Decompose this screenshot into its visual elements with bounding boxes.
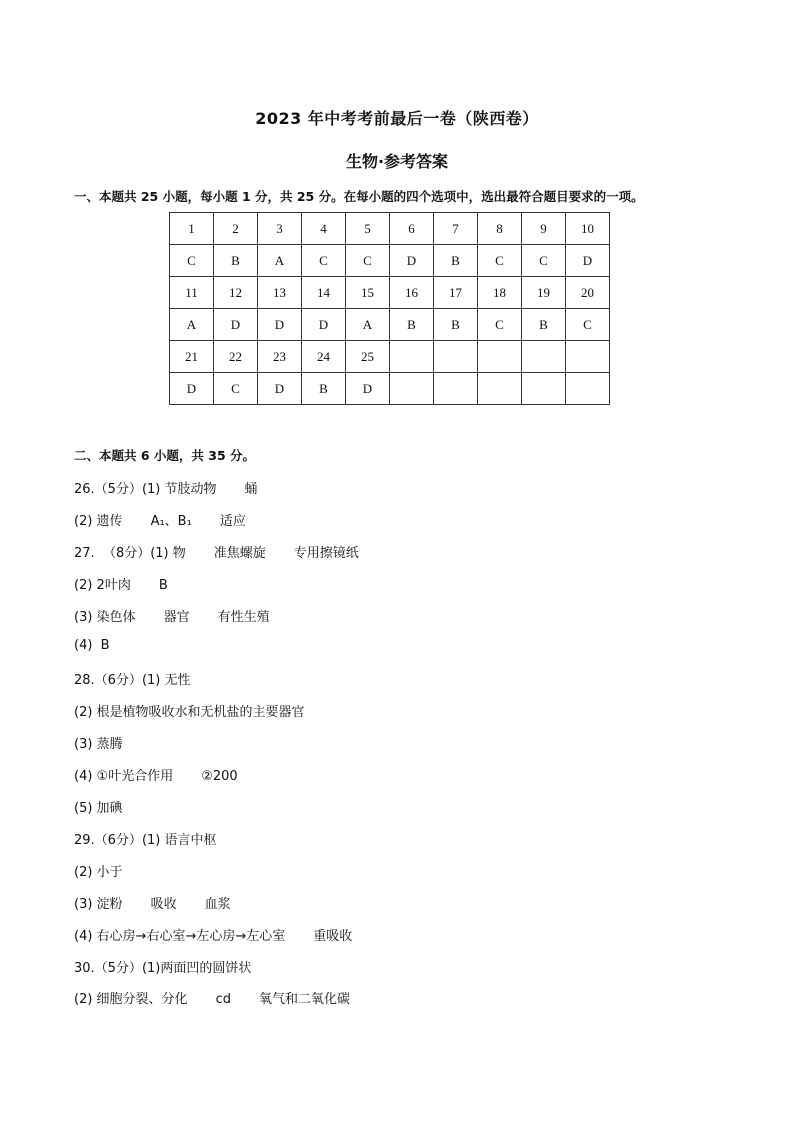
table-cell (566, 373, 610, 405)
answer-text: (2) 小于 (74, 864, 123, 880)
table-cell: 10 (566, 213, 610, 245)
table-cell: 1 (170, 213, 214, 245)
table-cell: 18 (478, 277, 522, 309)
answer-text: 器官 (163, 609, 190, 625)
answer-line (74, 861, 123, 880)
table-cell (390, 341, 434, 373)
answer-text: 吸收 (150, 896, 177, 912)
answer-line (74, 701, 305, 720)
answer-line (74, 510, 246, 529)
answer-line (74, 574, 168, 593)
table-cell (522, 341, 566, 373)
table-cell (478, 341, 522, 373)
answer-text: (2) 2叶肉 (74, 577, 131, 593)
answer-line (74, 638, 110, 653)
answer-text: (4) B (74, 637, 110, 653)
table-cell: 20 (566, 277, 610, 309)
answer-text: 29.（6分）(1) 语言中枢 (74, 832, 217, 848)
table-cell: 24 (302, 341, 346, 373)
table-cell: B (434, 309, 478, 341)
answer-text: B (158, 577, 168, 593)
table-cell: 8 (478, 213, 522, 245)
table-cell: 23 (258, 341, 302, 373)
table-cell (434, 341, 478, 373)
answer-line (74, 957, 251, 976)
table-cell: 17 (434, 277, 478, 309)
table-row (170, 213, 610, 245)
table-row (170, 245, 610, 277)
table-cell: 19 (522, 277, 566, 309)
table-cell: B (302, 373, 346, 405)
table-cell (434, 373, 478, 405)
table-cell: A (258, 245, 302, 277)
table-cell: B (522, 309, 566, 341)
table-cell: D (566, 245, 610, 277)
answer-text: (4) ①叶光合作用 (74, 769, 174, 785)
table-cell: 6 (390, 213, 434, 245)
answer-text: ②200 (201, 769, 238, 785)
table-cell: 21 (170, 341, 214, 373)
answer-text: 28.（6分）(1) 无性 (74, 673, 191, 689)
answer-text: (3) 染色体 (74, 609, 136, 625)
answer-text: (5) 加碘 (74, 801, 123, 816)
table-cell: D (302, 309, 346, 341)
table-cell: 5 (346, 213, 390, 245)
table-cell: C (346, 245, 390, 277)
answer-text: 26.（5分）(1) 节肢动物 (74, 482, 217, 497)
table-cell: C (522, 245, 566, 277)
answer-text: 专用擦镜纸 (293, 545, 359, 561)
answer-text: 准焦螺旋 (213, 545, 266, 561)
answer-text: 27. （8分）(1) 物 (74, 545, 186, 561)
answer-line (74, 829, 217, 848)
table-cell: 22 (214, 341, 258, 373)
table-cell: C (478, 245, 522, 277)
answer-text: (2) 遗传 (74, 513, 123, 529)
table-cell: 12 (214, 277, 258, 309)
table-cell: B (434, 245, 478, 277)
table-cell: 4 (302, 213, 346, 245)
table-cell: D (214, 309, 258, 341)
table-cell: A (346, 309, 390, 341)
table-cell: C (170, 245, 214, 277)
table-row (170, 341, 610, 373)
table-cell: 9 (522, 213, 566, 245)
table-cell: 3 (258, 213, 302, 245)
answer-text: 30.（5分）(1)两面凹的圆饼状 (74, 960, 252, 976)
answer-line (74, 606, 270, 625)
answer-line (74, 478, 258, 497)
table-cell (522, 373, 566, 405)
answer-text: 氧气和二氧化碳 (258, 992, 350, 1008)
table-cell (390, 373, 434, 405)
answer-table (169, 212, 610, 405)
table-cell: 15 (346, 277, 390, 309)
table-row (170, 277, 610, 309)
answer-text: 血浆 (204, 896, 231, 912)
answer-text: (2) 根是植物吸收水和无机盐的主要器官 (74, 705, 305, 721)
answer-line (74, 797, 123, 816)
table-cell: 11 (170, 277, 214, 309)
page-subtitle: 生物·参考答案 (345, 152, 449, 171)
answer-line (74, 669, 191, 688)
table-cell: 14 (302, 277, 346, 309)
table-cell: 16 (390, 277, 434, 309)
section1-heading: 一、本题共 25 小题，每小题 1 分，共 25 分。在每小题的四个选项中，选出最符合题目要求的一项。 (74, 189, 644, 204)
table-cell: D (170, 373, 214, 405)
answer-line (74, 542, 359, 561)
answer-line (74, 925, 352, 944)
answer-text: 有性生殖 (217, 609, 270, 625)
table-cell: A (170, 309, 214, 341)
section2-heading: 二、本题共 6 小题，共 35 分。 (74, 448, 256, 463)
answer-line (74, 988, 350, 1007)
table-cell: D (258, 373, 302, 405)
answer-text: (4) 右心房→右心室→左心房→左心室 (74, 928, 286, 944)
table-cell: B (390, 309, 434, 341)
table-cell: C (566, 309, 610, 341)
table-cell: 13 (258, 277, 302, 309)
table-cell: D (390, 245, 434, 277)
table-row (170, 309, 610, 341)
table-cell: D (258, 309, 302, 341)
answer-text: (2) 细胞分裂、分化 (74, 992, 188, 1008)
table-cell: 7 (434, 213, 478, 245)
table-cell (478, 373, 522, 405)
table-cell: B (214, 245, 258, 277)
table-cell: 25 (346, 341, 390, 373)
answer-text: 适应 (219, 513, 246, 529)
table-cell: D (346, 373, 390, 405)
table-cell: C (302, 245, 346, 277)
answer-text: A₁、B₁ (150, 513, 192, 529)
table-cell: 2 (214, 213, 258, 245)
table-cell (566, 341, 610, 373)
answer-text: 蛹 (244, 482, 258, 497)
table-row (170, 373, 610, 405)
table-cell: C (478, 309, 522, 341)
answer-line (74, 893, 231, 912)
answer-text: (3) 淀粉 (74, 896, 123, 912)
answer-text: cd (215, 992, 231, 1008)
answer-line (74, 765, 238, 784)
answer-line (74, 733, 123, 752)
page-title: 2023 年中考考前最后一卷（陕西卷） (255, 109, 539, 128)
answer-text: (3) 蒸腾 (74, 737, 123, 753)
table-cell: C (214, 373, 258, 405)
answer-text: 重吸收 (313, 928, 353, 944)
